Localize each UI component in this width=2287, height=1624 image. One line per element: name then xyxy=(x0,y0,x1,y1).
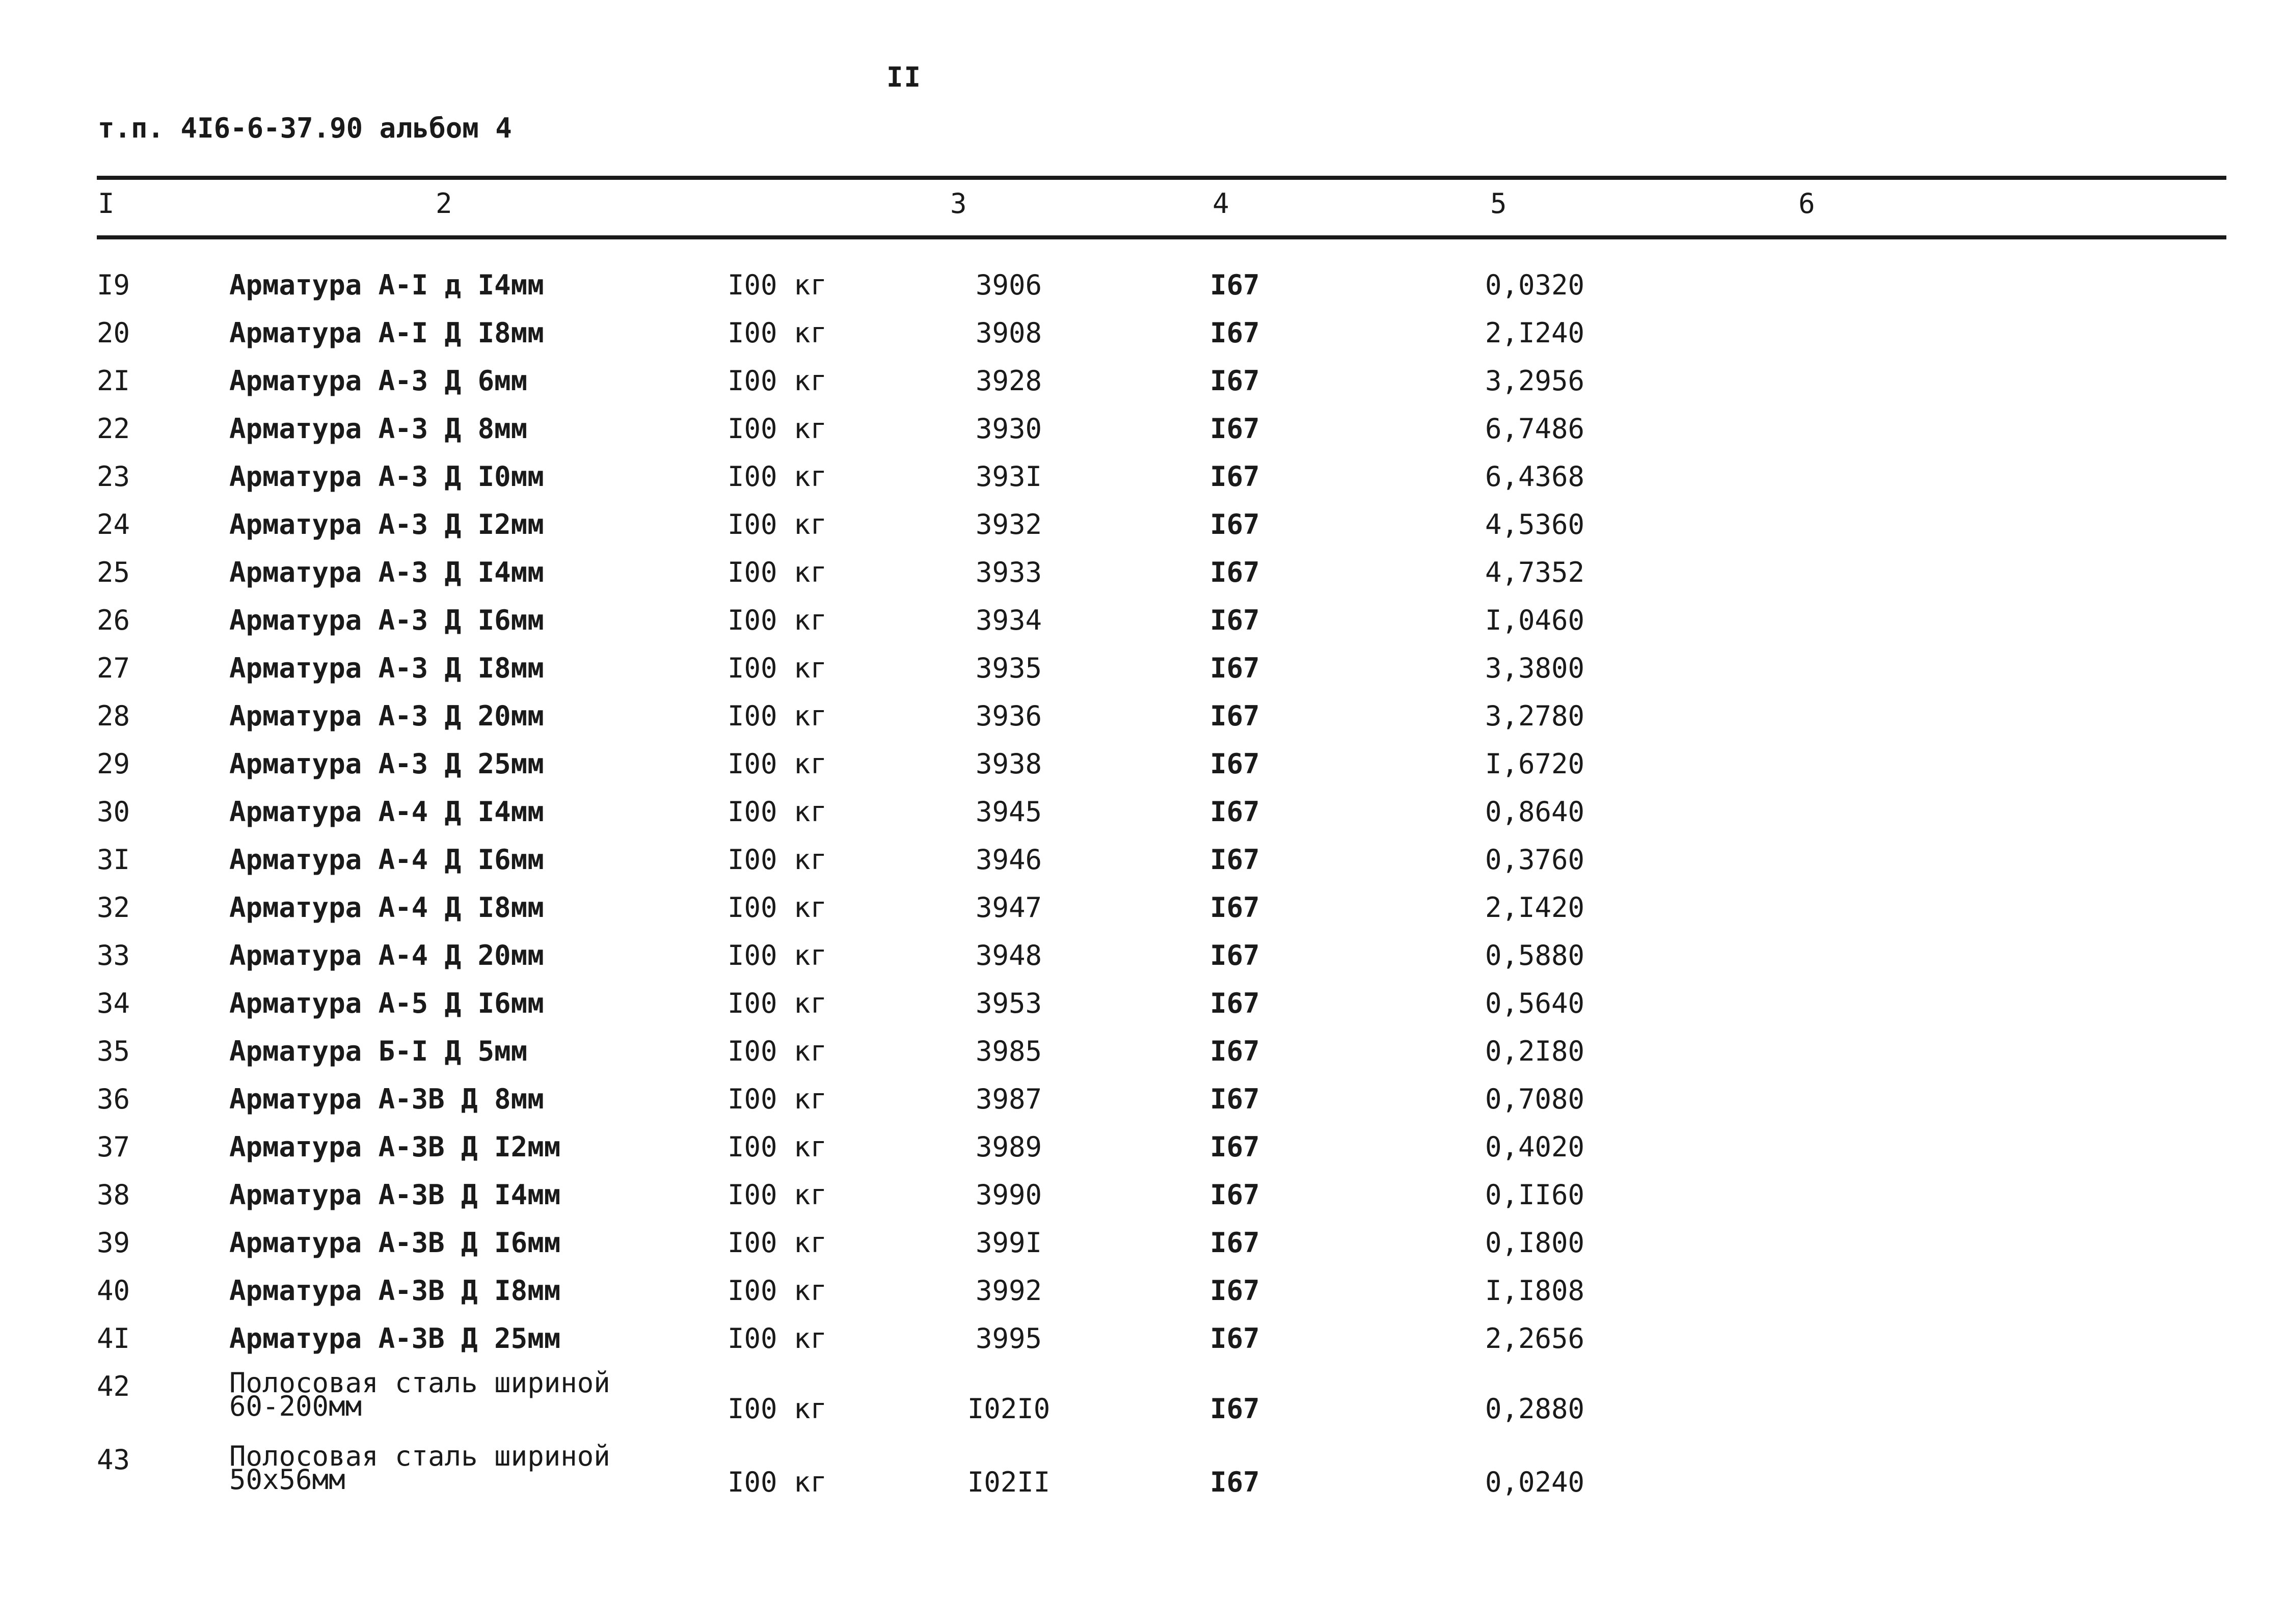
resource-name: Арматура А-3 Д I0мм xyxy=(229,461,544,493)
resource-code: 3933 xyxy=(975,556,1042,588)
quantity-value: 0,5640 xyxy=(1485,987,1585,1019)
resource-name: Полосовая сталь шириной 60-200мм xyxy=(229,1367,610,1422)
coefficient: I67 xyxy=(1210,1393,1260,1425)
table-row xyxy=(0,845,2287,892)
row-number: 3I xyxy=(97,844,130,876)
table-row xyxy=(0,797,2287,845)
resource-code: 3945 xyxy=(975,796,1042,828)
unit-of-measure: I00 кг xyxy=(728,891,827,924)
quantity-value: 0,7080 xyxy=(1485,1083,1585,1115)
column-header-4: 4 xyxy=(1213,187,1229,220)
row-number: 38 xyxy=(97,1179,130,1211)
resource-code: 3995 xyxy=(975,1322,1042,1355)
resource-code: 3935 xyxy=(975,652,1042,684)
resource-code: 3928 xyxy=(975,365,1042,397)
resource-name: Арматура Б-I Д 5мм xyxy=(229,1035,528,1067)
resource-code: 3947 xyxy=(975,891,1042,924)
row-number: 26 xyxy=(97,604,130,636)
row-number: 29 xyxy=(97,748,130,780)
coefficient: I67 xyxy=(1210,1179,1260,1211)
resource-name: Арматура А-4 Д I8мм xyxy=(229,891,544,924)
row-number: 25 xyxy=(97,556,130,588)
table-row xyxy=(0,1180,2287,1228)
resource-code: 3946 xyxy=(975,844,1042,876)
row-number: 24 xyxy=(97,508,130,540)
coefficient: I67 xyxy=(1210,413,1260,445)
coefficient: I67 xyxy=(1210,1466,1260,1498)
table-row xyxy=(0,1276,2287,1323)
table-row xyxy=(0,749,2287,797)
quantity-value: 0,2I80 xyxy=(1485,1035,1585,1067)
resource-code: 3932 xyxy=(975,508,1042,540)
row-number: 35 xyxy=(97,1035,130,1067)
quantity-value: 0,8640 xyxy=(1485,796,1585,828)
coefficient: I67 xyxy=(1210,1131,1260,1163)
row-number: 30 xyxy=(97,796,130,828)
resource-code: 3953 xyxy=(975,987,1042,1019)
resource-code: 3985 xyxy=(975,1035,1042,1067)
quantity-value: 3,2780 xyxy=(1485,700,1585,732)
resource-name: Арматура А-4 Д 20мм xyxy=(229,939,544,971)
column-header-3: 3 xyxy=(950,187,967,220)
row-number: 27 xyxy=(97,652,130,684)
row-number: 20 xyxy=(97,317,130,349)
table-row xyxy=(0,1228,2287,1276)
resource-name: Арматура А-4 Д I4мм xyxy=(229,796,544,828)
unit-of-measure: I00 кг xyxy=(728,461,827,493)
quantity-value: 6,7486 xyxy=(1485,413,1585,445)
resource-code: 3992 xyxy=(975,1275,1042,1307)
quantity-value: I,6720 xyxy=(1485,748,1585,780)
resource-code: 3948 xyxy=(975,939,1042,971)
quantity-value: 0,2880 xyxy=(1485,1393,1585,1425)
column-header-2: 2 xyxy=(436,187,452,220)
unit-of-measure: I00 кг xyxy=(728,1322,827,1355)
unit-of-measure: I00 кг xyxy=(728,365,827,397)
column-header-1: I xyxy=(98,187,115,220)
quantity-value: I,I808 xyxy=(1485,1275,1585,1307)
unit-of-measure: I00 кг xyxy=(728,1131,827,1163)
coefficient: I67 xyxy=(1210,700,1260,732)
quantity-value: 2,I240 xyxy=(1485,317,1585,349)
row-number: 42 xyxy=(97,1370,130,1402)
coefficient: I67 xyxy=(1210,461,1260,493)
coefficient: I67 xyxy=(1210,987,1260,1019)
unit-of-measure: I00 кг xyxy=(728,1275,827,1307)
resource-code: I02II xyxy=(967,1466,1051,1498)
column-header-5: 5 xyxy=(1490,187,1507,220)
table-row xyxy=(0,605,2287,653)
resource-code: I02I0 xyxy=(967,1393,1051,1425)
quantity-value: 6,4368 xyxy=(1485,461,1585,493)
coefficient: I67 xyxy=(1210,844,1260,876)
table-row xyxy=(0,557,2287,605)
resource-code: 3936 xyxy=(975,700,1042,732)
table-row xyxy=(0,1036,2287,1084)
resource-name: Полосовая сталь шириной 50х56мм xyxy=(229,1440,610,1496)
coefficient: I67 xyxy=(1210,1227,1260,1259)
row-number: 43 xyxy=(97,1444,130,1476)
coefficient: I67 xyxy=(1210,556,1260,588)
quantity-value: 0,5880 xyxy=(1485,939,1585,971)
table-row xyxy=(0,1084,2287,1132)
table-row xyxy=(0,462,2287,509)
quantity-value: 3,2956 xyxy=(1485,365,1585,397)
table-row xyxy=(0,892,2287,940)
resource-code: 3938 xyxy=(975,748,1042,780)
column-header-6: 6 xyxy=(1798,187,1815,220)
row-number: 37 xyxy=(97,1131,130,1163)
row-number: 40 xyxy=(97,1275,130,1307)
table-row xyxy=(0,1367,2287,1425)
coefficient: I67 xyxy=(1210,939,1260,971)
coefficient: I67 xyxy=(1210,365,1260,397)
row-number: 39 xyxy=(97,1227,130,1259)
table-row xyxy=(0,414,2287,462)
quantity-value: 2,I420 xyxy=(1485,891,1585,924)
page-number: II xyxy=(886,61,922,93)
table-row xyxy=(0,509,2287,557)
resource-name: Арматура А-3 Д 8мм xyxy=(229,413,528,445)
resource-name: Арматура А-3В Д I4мм xyxy=(229,1179,561,1211)
quantity-value: 3,3800 xyxy=(1485,652,1585,684)
table-row xyxy=(0,318,2287,366)
document-reference: т.п. 4I6-6-37.90 альбом 4 xyxy=(98,112,512,144)
unit-of-measure: I00 кг xyxy=(728,796,827,828)
unit-of-measure: I00 кг xyxy=(728,508,827,540)
coefficient: I67 xyxy=(1210,508,1260,540)
resource-code: 3906 xyxy=(975,269,1042,301)
unit-of-measure: I00 кг xyxy=(728,1179,827,1211)
row-number: 36 xyxy=(97,1083,130,1115)
unit-of-measure: I00 кг xyxy=(728,1466,827,1498)
resource-name: Арматура А-3В Д I6мм xyxy=(229,1227,561,1259)
resource-name: Арматура А-4 Д I6мм xyxy=(229,844,544,876)
coefficient: I67 xyxy=(1210,1035,1260,1067)
coefficient: I67 xyxy=(1210,317,1260,349)
unit-of-measure: I00 кг xyxy=(728,1227,827,1259)
coefficient: I67 xyxy=(1210,269,1260,301)
quantity-value: 0,0320 xyxy=(1485,269,1585,301)
table-row xyxy=(0,653,2287,701)
table-row xyxy=(0,1132,2287,1180)
row-number: 22 xyxy=(97,413,130,445)
resource-name: Арматура А-I д I4мм xyxy=(229,269,544,301)
row-number: I9 xyxy=(97,269,130,301)
row-number: 32 xyxy=(97,891,130,924)
table-row xyxy=(0,366,2287,414)
resource-code: 393I xyxy=(975,461,1042,493)
resource-name: Арматура А-5 Д I6мм xyxy=(229,987,544,1019)
quantity-value: 0,4020 xyxy=(1485,1131,1585,1163)
table-row xyxy=(0,988,2287,1036)
resource-name: Арматура А-3В Д 25мм xyxy=(229,1322,561,1355)
coefficient: I67 xyxy=(1210,891,1260,924)
quantity-value: 0,0240 xyxy=(1485,1466,1585,1498)
quantity-value: 4,7352 xyxy=(1485,556,1585,588)
resource-code: 3934 xyxy=(975,604,1042,636)
resource-name: Арматура А-3В Д I2мм xyxy=(229,1131,561,1163)
resource-code: 3989 xyxy=(975,1131,1042,1163)
unit-of-measure: I00 кг xyxy=(728,413,827,445)
table-row xyxy=(0,1323,2287,1371)
table-top-rule xyxy=(97,176,2226,180)
coefficient: I67 xyxy=(1210,796,1260,828)
resource-code: 3990 xyxy=(975,1179,1042,1211)
row-number: 4I xyxy=(97,1322,130,1355)
coefficient: I67 xyxy=(1210,604,1260,636)
resource-name: Арматура А-I Д I8мм xyxy=(229,317,544,349)
quantity-value: I,0460 xyxy=(1485,604,1585,636)
unit-of-measure: I00 кг xyxy=(728,748,827,780)
table-row xyxy=(0,940,2287,988)
unit-of-measure: I00 кг xyxy=(728,1083,827,1115)
coefficient: I67 xyxy=(1210,652,1260,684)
resource-name: Арматура А-3 Д 25мм xyxy=(229,748,544,780)
table-row xyxy=(0,1440,2287,1498)
quantity-value: 0,3760 xyxy=(1485,844,1585,876)
resource-name: Арматура А-3 Д I8мм xyxy=(229,652,544,684)
quantity-value: 0,I800 xyxy=(1485,1227,1585,1259)
resource-name: Арматура А-3 Д I4мм xyxy=(229,556,544,588)
resource-name: Арматура А-3В Д 8мм xyxy=(229,1083,544,1115)
unit-of-measure: I00 кг xyxy=(728,269,827,301)
resource-name: Арматура А-3 Д 20мм xyxy=(229,700,544,732)
quantity-value: 0,II60 xyxy=(1485,1179,1585,1211)
row-number: 23 xyxy=(97,461,130,493)
unit-of-measure: I00 кг xyxy=(728,652,827,684)
unit-of-measure: I00 кг xyxy=(728,556,827,588)
resource-code: 399I xyxy=(975,1227,1042,1259)
row-number: 2I xyxy=(97,365,130,397)
resource-code: 3908 xyxy=(975,317,1042,349)
unit-of-measure: I00 кг xyxy=(728,604,827,636)
coefficient: I67 xyxy=(1210,1275,1260,1307)
unit-of-measure: I00 кг xyxy=(728,700,827,732)
resource-name: Арматура А-3 Д I2мм xyxy=(229,508,544,540)
quantity-value: 2,2656 xyxy=(1485,1322,1585,1355)
coefficient: I67 xyxy=(1210,1322,1260,1355)
row-number: 33 xyxy=(97,939,130,971)
resource-name: Арматура А-3 Д 6мм xyxy=(229,365,528,397)
coefficient: I67 xyxy=(1210,748,1260,780)
row-number: 34 xyxy=(97,987,130,1019)
resource-code: 3930 xyxy=(975,413,1042,445)
coefficient: I67 xyxy=(1210,1083,1260,1115)
unit-of-measure: I00 кг xyxy=(728,844,827,876)
quantity-value: 4,5360 xyxy=(1485,508,1585,540)
unit-of-measure: I00 кг xyxy=(728,939,827,971)
resource-name: Арматура А-3 Д I6мм xyxy=(229,604,544,636)
table-row xyxy=(0,270,2287,318)
unit-of-measure: I00 кг xyxy=(728,317,827,349)
table-header-rule xyxy=(97,235,2226,239)
row-number: 28 xyxy=(97,700,130,732)
resource-name: Арматура А-3В Д I8мм xyxy=(229,1275,561,1307)
unit-of-measure: I00 кг xyxy=(728,1393,827,1425)
unit-of-measure: I00 кг xyxy=(728,1035,827,1067)
unit-of-measure: I00 кг xyxy=(728,987,827,1019)
resource-code: 3987 xyxy=(975,1083,1042,1115)
table-row xyxy=(0,701,2287,749)
